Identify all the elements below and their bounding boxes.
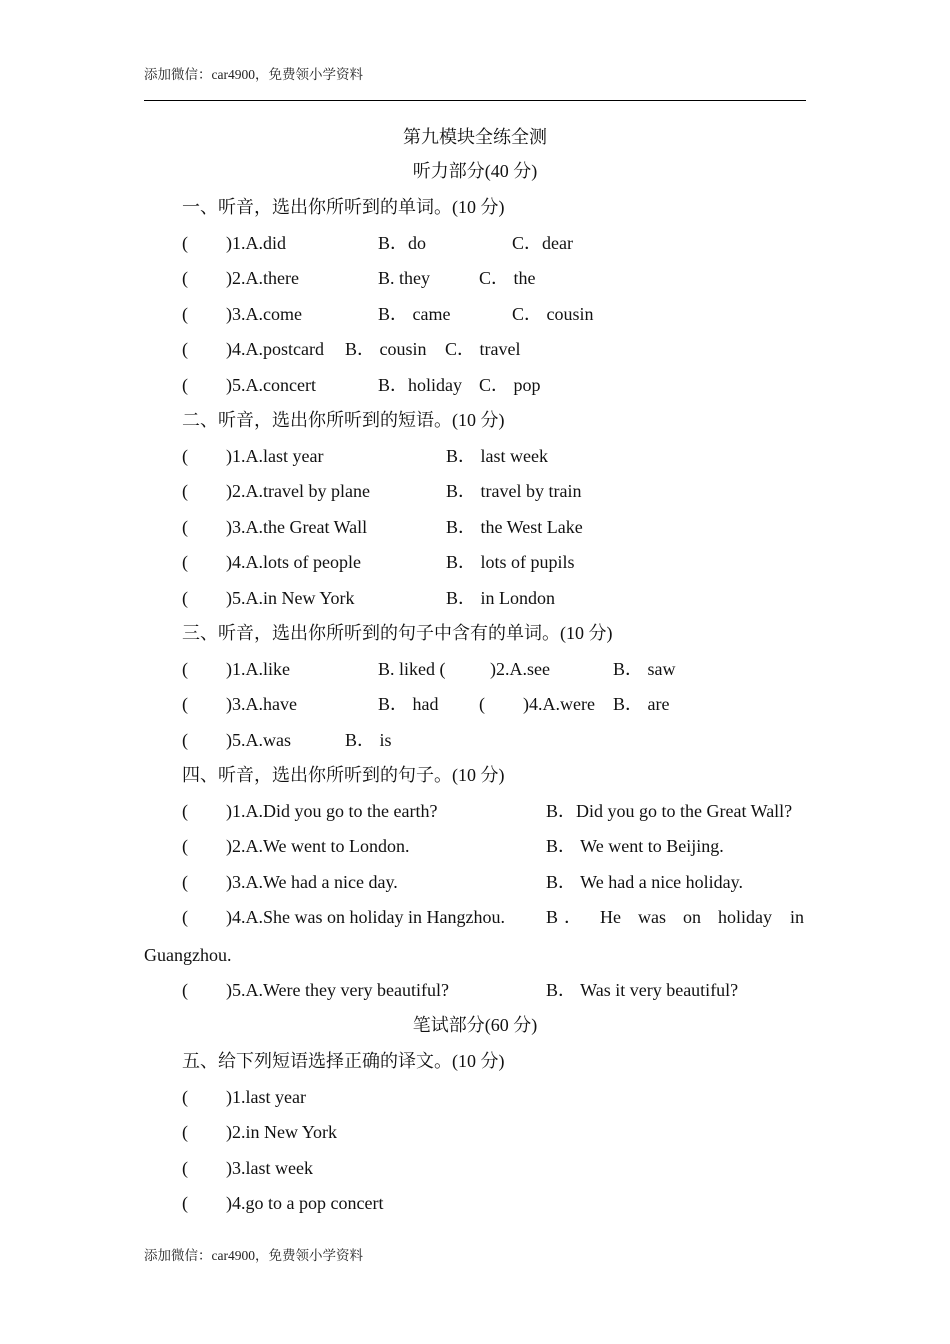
option-b-word: B	[546, 907, 559, 927]
section3-heading: 三、听音，选出你所听到的句子中含有的单词。(10 分)	[182, 623, 613, 643]
page-footer-note: 添加微信：car4900，免费领小学资料	[144, 1248, 363, 1263]
question-text: )4.go to a pop concert	[226, 1193, 384, 1213]
option-b-word: ．	[564, 907, 582, 927]
question-text: )1.A.did	[226, 233, 286, 253]
option-b-word: in	[790, 907, 805, 927]
option-b: B． Was it very beautiful?	[546, 980, 739, 1000]
answer-bracket[interactable]: (	[182, 694, 188, 714]
answer-bracket[interactable]: (	[182, 1193, 188, 1213]
answer-bracket[interactable]: (	[182, 872, 188, 892]
question-text: )3.A.come	[226, 304, 302, 324]
question-text: )2.in New York	[226, 1122, 338, 1142]
question-text: )4.A.She was on holiday in Hangzhou.	[226, 907, 505, 927]
question-text: )5.A.concert	[226, 375, 316, 395]
answer-bracket[interactable]: (	[182, 552, 188, 572]
answer-bracket[interactable]: (	[182, 1122, 188, 1142]
question-text: )4.A.postcard	[226, 339, 324, 359]
answer-bracket[interactable]: (	[182, 907, 188, 927]
option-c: C．dear	[512, 233, 573, 253]
option-b: B． saw	[613, 659, 676, 679]
question-text: )2.A.see	[490, 659, 550, 679]
question-text: )4.A.lots of people	[226, 552, 361, 572]
option-c: C． pop	[479, 375, 541, 395]
option-b: B． cousin	[345, 339, 427, 359]
section4-heading: 四、听音，选出你所听到的句子。(10 分)	[182, 765, 505, 785]
option-b-word: holiday	[718, 907, 772, 927]
answer-bracket[interactable]: (	[479, 694, 485, 714]
question-text: )1.A.like	[226, 659, 290, 679]
question-text: )2.A.there	[226, 268, 299, 288]
option-b-word: was	[638, 907, 666, 927]
page-title: 第九模块全练全测	[403, 127, 547, 147]
section2-heading: 二、听音，选出你所听到的短语。(10 分)	[182, 410, 505, 430]
option-b: B． lots of pupils	[446, 552, 575, 572]
page-header-note: 添加微信：car4900，免费领小学资料	[144, 67, 363, 82]
option-b: B． had	[378, 694, 439, 714]
question-text: )5.A.Were they very beautiful?	[226, 980, 449, 1000]
answer-bracket[interactable]: (	[182, 268, 188, 288]
question-text: )3.A.have	[226, 694, 297, 714]
answer-bracket[interactable]: (	[182, 588, 188, 608]
question-text: )1.last year	[226, 1087, 306, 1107]
option-c: C． the	[479, 268, 536, 288]
answer-bracket[interactable]: (	[182, 517, 188, 537]
option-b: B． came	[378, 304, 451, 324]
option-b: B．do	[378, 233, 427, 253]
option-b: B. they	[378, 268, 430, 288]
answer-bracket[interactable]: (	[182, 980, 188, 1000]
answer-bracket[interactable]: (	[182, 659, 188, 679]
answer-bracket[interactable]: (	[182, 481, 188, 501]
option-b: B． last week	[446, 446, 548, 466]
answer-bracket[interactable]: (	[182, 446, 188, 466]
question-text: )1.A.last year	[226, 446, 324, 466]
answer-bracket[interactable]: (	[182, 730, 188, 750]
question-text: )3.last week	[226, 1158, 313, 1178]
question-text: )5.A.was	[226, 730, 291, 750]
option-b: B． the West Lake	[446, 517, 583, 537]
option-b-word: on	[683, 907, 701, 927]
answer-bracket[interactable]: (	[182, 1158, 188, 1178]
option-b: B． is	[345, 730, 392, 750]
question-text: )5.A.in New York	[226, 588, 355, 608]
answer-bracket[interactable]: (	[182, 1087, 188, 1107]
question-text: )2.A.travel by plane	[226, 481, 370, 501]
option-b: B． are	[613, 694, 670, 714]
option-b: B． We went to Beijing.	[546, 836, 724, 856]
answer-bracket[interactable]: (	[182, 801, 188, 821]
option-c: C． travel	[445, 339, 521, 359]
listening-heading: 听力部分(40 分)	[412, 161, 538, 181]
answer-bracket[interactable]: (	[182, 836, 188, 856]
answer-bracket[interactable]: (	[182, 375, 188, 395]
answer-bracket[interactable]: (	[182, 304, 188, 324]
option-b-word: He	[600, 907, 621, 927]
section1-heading: 一、听音，选出你所听到的单词。(10 分)	[182, 197, 505, 217]
option-b: B. liked (	[378, 659, 446, 679]
option-b: B． We had a nice holiday.	[546, 872, 743, 892]
question-text: )3.A.We had a nice day.	[226, 872, 398, 892]
question-text: )2.A.We went to London.	[226, 836, 410, 856]
option-b: B．holiday	[378, 375, 462, 395]
section5-heading: 五、给下列短语选择正确的译文。(10 分)	[182, 1051, 505, 1071]
answer-bracket[interactable]: (	[182, 339, 188, 359]
question-text: )1.A.Did you go to the earth?	[226, 801, 438, 821]
answer-bracket[interactable]: (	[182, 233, 188, 253]
option-b: B． in London	[446, 588, 556, 608]
writing-heading: 笔试部分(60 分)	[412, 1015, 538, 1035]
option-b: B．Did you go to the Great Wall?	[546, 801, 793, 821]
option-c: C． cousin	[512, 304, 594, 324]
option-b: B． travel by train	[446, 481, 582, 501]
header-divider	[144, 100, 806, 101]
question-text: )3.A.the Great Wall	[226, 517, 368, 537]
option-b-continuation: Guangzhou.	[144, 945, 232, 965]
question-text: )4.A.were	[523, 694, 595, 714]
